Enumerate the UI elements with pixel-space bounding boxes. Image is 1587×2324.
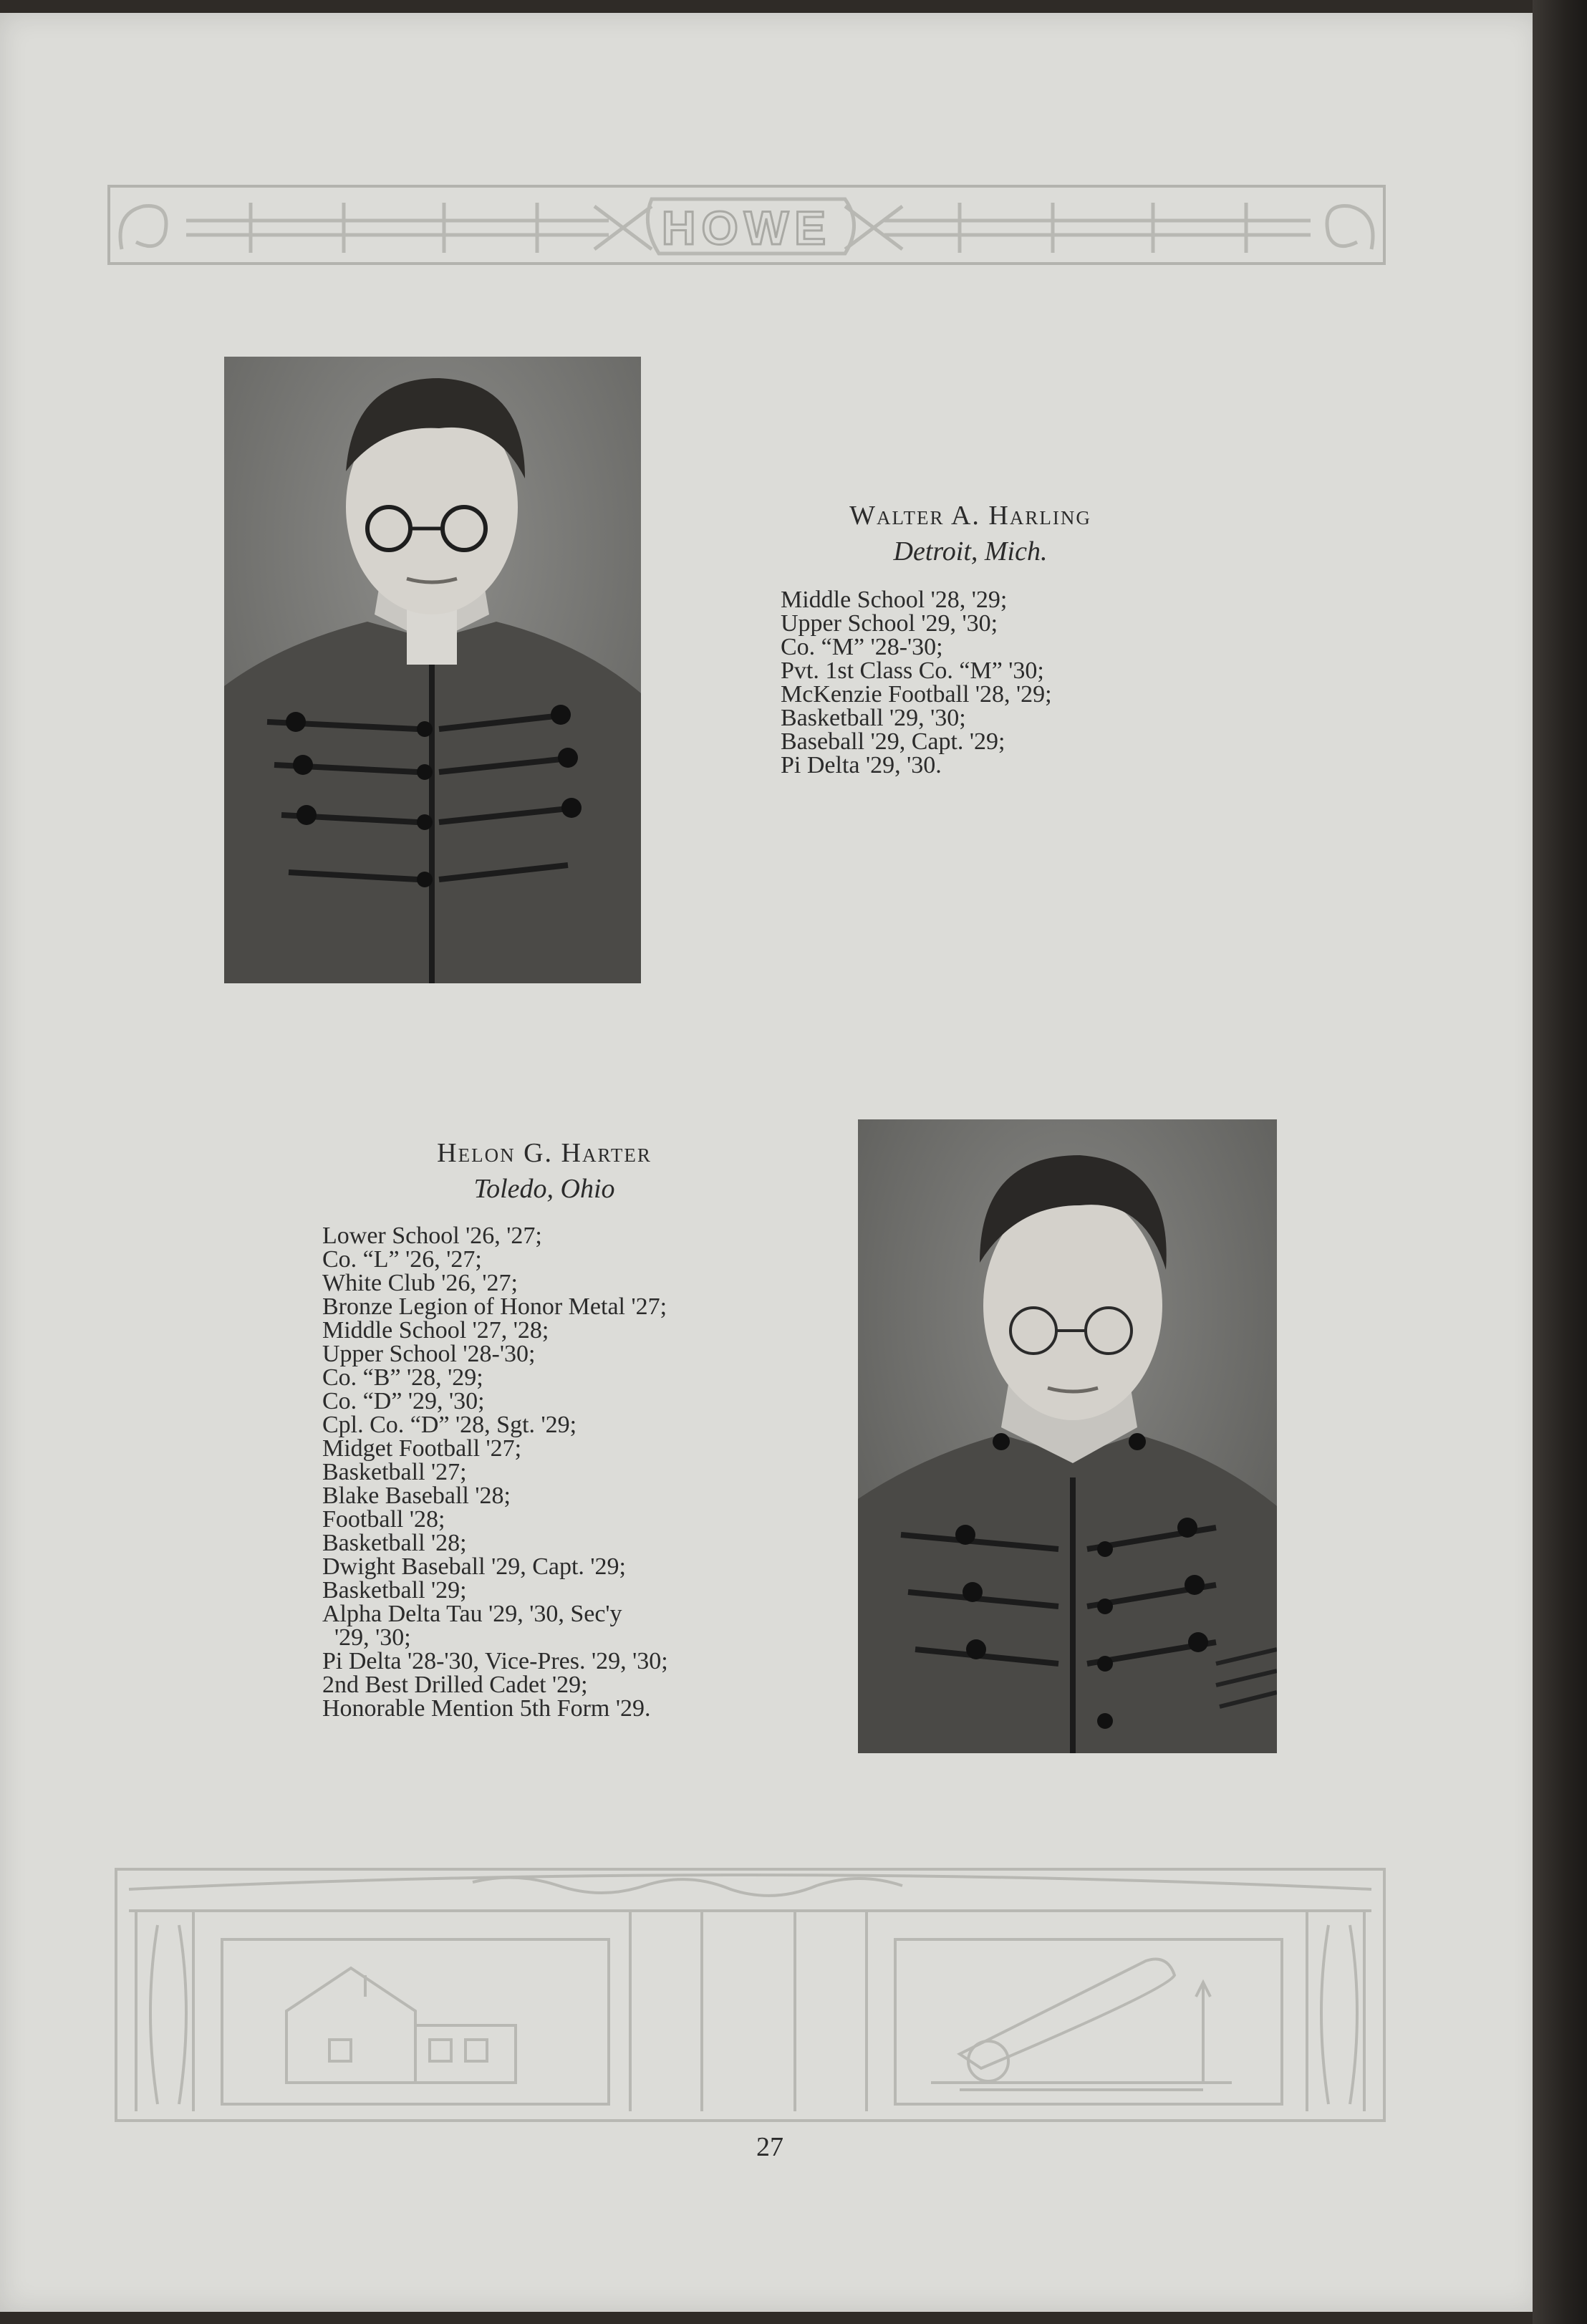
portrait-harter [858,1119,1277,1753]
activity-line: Alpha Delta Tau '29, '30, Sec'y [322,1601,622,1628]
entry-name: Walter A. Harling [849,501,1091,531]
activity-line: Upper School '29, '30; [781,610,998,637]
activity-line: Lower School '26, '27; [322,1223,542,1250]
activity-line: Basketball '27; [322,1459,467,1486]
banner-word: HOWE [661,201,832,254]
activity-line: 2nd Best Drilled Cadet '29; [322,1672,588,1699]
activity-line: White Club '26, '27; [322,1270,518,1297]
activity-line: Co. “B” '28, '29; [322,1364,483,1392]
yearbook-page [0,13,1540,2312]
header-banner [107,185,1386,265]
entry-hometown: Toledo, Ohio [473,1173,615,1204]
activity-line: Honorable Mention 5th Form '29. [322,1695,651,1722]
activity-line: Upper School '28-'30; [322,1341,536,1368]
entry-name: Helon G. Harter [437,1138,652,1168]
activity-line: Blake Baseball '28; [322,1482,511,1510]
activity-line: Pvt. 1st Class Co. “M” '30; [781,657,1044,685]
activity-line: Co. “M” '28-'30; [781,634,943,661]
activity-line: Co. “L” '26, '27; [322,1246,482,1273]
activity-line: Baseball '29, Capt. '29; [781,728,1005,756]
activity-line: Basketball '28; [322,1530,467,1557]
activity-line: '29, '30; [322,1624,411,1652]
footer-illustration [115,1868,1386,2122]
activity-line: Cpl. Co. “D” '28, Sgt. '29; [322,1412,577,1439]
entry-hometown: Detroit, Mich. [893,536,1048,566]
entry-harter [322,1137,809,1720]
activity-line: McKenzie Football '28, '29; [781,681,1052,708]
activity-line: Midget Football '27; [322,1435,522,1462]
activity-line: Middle School '27, '28; [322,1317,549,1344]
activity-line: Pi Delta '28-'30, Vice-Pres. '29, '30; [322,1648,668,1675]
activity-line: Pi Delta '29, '30. [781,752,942,779]
activity-line: Middle School '28, '29; [781,587,1008,614]
activity-line: Co. “D” '29, '30; [322,1388,485,1415]
portrait-harling [224,357,641,983]
activity-line: Football '28; [322,1506,445,1533]
activity-line: Bronze Legion of Honor Metal '27; [322,1293,667,1321]
activity-line: Basketball '29, '30; [781,705,966,732]
book-binding-edge [1533,0,1587,2324]
page-number: 27 [756,2132,783,2162]
entry-harling [781,500,1225,777]
entry-activities [322,1224,809,1720]
activity-line: Basketball '29; [322,1577,467,1604]
entry-activities [781,588,1225,777]
activity-line: Dwight Baseball '29, Capt. '29; [322,1553,626,1581]
